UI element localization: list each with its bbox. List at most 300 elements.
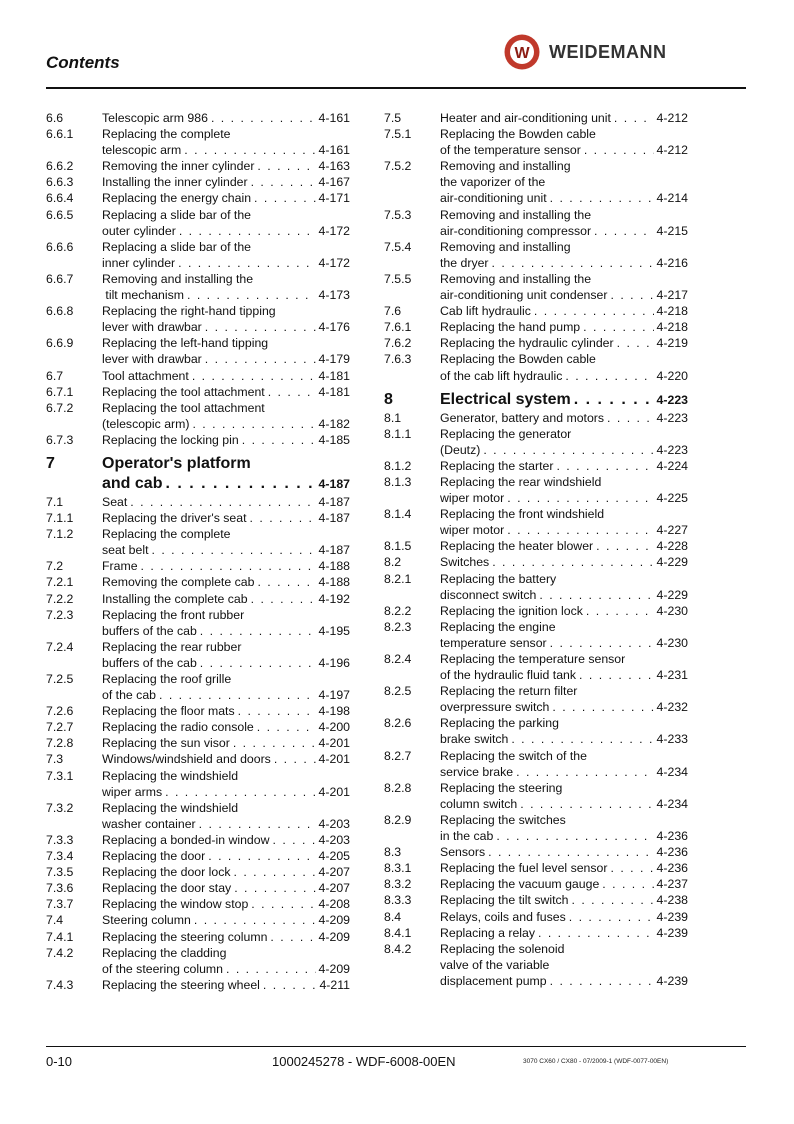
toc-entry-number: 7.3.7 <box>46 897 74 912</box>
toc-entry-title: Replacing the right-hand tipping <box>102 304 276 319</box>
toc-page-number: 4-227 <box>656 523 688 538</box>
toc-entry <box>46 510 350 526</box>
toc-entry-title: and cab <box>102 474 163 492</box>
toc-page-number: 4-182 <box>318 416 350 431</box>
dot-leader <box>610 287 653 303</box>
toc-entry-title: telescopic arm <box>102 143 182 158</box>
toc-page-number: 4-200 <box>318 720 350 735</box>
page-title: Contents <box>46 53 120 72</box>
toc-entry <box>46 945 350 977</box>
toc-page-number: 4-203 <box>318 816 350 831</box>
toc-entry-title: wiper motor <box>440 523 505 538</box>
toc-page-number: 4-209 <box>318 913 350 928</box>
toc-entry-title: of the hydraulic fluid tank <box>440 668 577 683</box>
toc-entry-number: 8.3.3 <box>384 893 412 908</box>
toc-entry <box>46 494 350 510</box>
toc-entry-number: 6.7.1 <box>46 384 74 399</box>
toc-entry-number: 8.3.2 <box>384 877 412 892</box>
toc-entry <box>46 174 350 190</box>
toc-entry-title: (Deutz) <box>440 442 481 457</box>
toc-page-number: 4-224 <box>656 458 688 473</box>
toc-entry-number: 8.2.6 <box>384 716 412 731</box>
dot-leader <box>179 223 316 239</box>
toc-page-number: 4-220 <box>656 368 688 383</box>
dot-leader <box>152 542 316 558</box>
toc-entry-number: 7.3.4 <box>46 849 74 864</box>
toc-entry <box>46 239 350 271</box>
toc-page-number: 4-198 <box>318 704 350 719</box>
toc-entry-title: Replacing the tool attachment <box>102 400 265 415</box>
toc-page-number: 4-234 <box>656 796 688 811</box>
toc-entry-number: 7.3.3 <box>46 832 74 847</box>
toc-entry <box>46 368 350 384</box>
toc-entry-title: Replacing the roof grille <box>102 672 232 686</box>
toc-entry-title: Replacing the parking <box>440 716 559 731</box>
toc-entry-number: 7.6.1 <box>384 320 412 335</box>
toc-entry-title: Replacing the radio console <box>102 720 254 735</box>
toc-entry-title: Replacing the tool attachment <box>102 384 265 399</box>
toc-entry-number: 8.1.3 <box>384 474 412 489</box>
dot-leader <box>205 351 316 367</box>
toc-page-number: 4-179 <box>318 352 350 367</box>
toc-entry-number: 6.7.2 <box>46 400 74 415</box>
toc-entry-title: buffers of the cab <box>102 655 197 670</box>
toc-entry-number: 6.6.4 <box>46 191 74 206</box>
toc-entry-number: 8.2.1 <box>384 571 412 586</box>
toc-entry-number: 8.2.8 <box>384 780 412 795</box>
toc-entry-number: 7.5.2 <box>384 159 412 174</box>
toc-page-number: 4-214 <box>656 191 688 206</box>
toc-entry <box>46 896 350 912</box>
toc-entry <box>46 703 350 719</box>
toc-entry-title: Replacing the energy chain <box>102 191 252 206</box>
toc-entry <box>384 207 688 239</box>
dot-leader <box>586 603 654 619</box>
toc-entry <box>46 110 350 126</box>
toc-entry <box>46 751 350 767</box>
toc-entry-title: Replacing the door stay <box>102 881 232 896</box>
toc-page-number: 4-161 <box>318 143 350 158</box>
toc-entry-title: Removing and installing the <box>102 271 254 286</box>
dot-leader <box>184 142 315 158</box>
toc-right-column <box>384 110 688 989</box>
toc-page-number: 4-205 <box>318 849 350 864</box>
dot-leader <box>270 929 315 945</box>
toc-entry-title: Replacing the battery <box>440 571 557 586</box>
toc-entry-number: 7.3.5 <box>46 865 74 880</box>
toc-page-number: 4-192 <box>318 591 350 606</box>
toc-entry-number: 7.2.5 <box>46 672 74 686</box>
dot-leader <box>511 731 653 747</box>
toc-entry-title: Replacing the locking pin <box>102 432 239 447</box>
toc-entry-title: Removing and installing the <box>440 207 592 222</box>
toc-entry <box>46 271 350 303</box>
toc-entry-number: 7.6.3 <box>384 352 412 367</box>
dot-leader <box>584 142 654 158</box>
toc-entry-number: 7.2.1 <box>46 575 74 590</box>
toc-entry-title: Replacing the switch of the <box>440 748 587 763</box>
toc-entry-title: brake switch <box>440 732 509 747</box>
dot-leader <box>538 925 654 941</box>
toc-page-number: 4-208 <box>318 897 350 912</box>
toc-page-number: 4-201 <box>318 736 350 751</box>
toc-entry-title: Replacing the left-hand tipping <box>102 336 269 351</box>
dot-leader <box>572 892 654 908</box>
toc-entry-title: Removing and installing <box>440 159 571 174</box>
toc-entry-number: 6.7 <box>46 368 64 383</box>
toc-entry-number: 6.7.3 <box>46 432 74 447</box>
toc-entry-title: Sensors <box>440 845 486 860</box>
toc-entry-title: Replacing the generator <box>440 426 572 441</box>
toc-page-number: 4-207 <box>318 865 350 880</box>
toc-entry <box>46 929 350 945</box>
toc-entry-title: Replacing the return filter <box>440 684 578 699</box>
toc-entry <box>384 909 688 925</box>
toc-entry-title: Replacing the steering <box>440 780 563 795</box>
toc-entry-title: Replacing a relay <box>440 925 536 940</box>
footer-page-number: 0-10 <box>46 1054 73 1069</box>
footer-divider <box>46 1046 746 1047</box>
toc-entry-title: Replacing the floor mats <box>102 704 235 719</box>
toc-entry <box>46 607 350 639</box>
toc-entry-title: Replacing the rear windshield <box>440 474 602 489</box>
toc-entry <box>384 925 688 941</box>
toc-entry-number: 8.2.3 <box>384 619 412 634</box>
toc-entry-number: 8.1.5 <box>384 539 412 554</box>
header-divider <box>46 87 746 89</box>
toc-entry-title: Replacing the front windshield <box>440 507 605 522</box>
toc-entry-title: Replacing the driver's seat <box>102 511 247 526</box>
toc-entry <box>384 812 688 844</box>
toc-page-number: 4-167 <box>318 175 350 190</box>
toc-entry-number: 7.3.6 <box>46 881 74 896</box>
toc-entry <box>384 892 688 908</box>
toc-entry-number: 8.4 <box>384 909 402 924</box>
toc-entry-number: 7 <box>46 454 55 472</box>
footer-document-id: 1000245278 - WDF-6008-00EN <box>272 1054 456 1069</box>
toc-chapter-entry <box>384 390 688 410</box>
toc-page-number: 4-195 <box>318 623 350 638</box>
toc-entry-title: of the steering column <box>102 961 223 976</box>
toc-entry <box>384 474 688 506</box>
toc-entry-title: Replacing the ignition lock <box>440 603 583 618</box>
toc-entry-number: 8 <box>384 390 393 408</box>
toc-entry-title: Heater and air-conditioning unit <box>440 111 611 125</box>
toc-entry-title: Replacing the Bowden cable <box>440 352 596 367</box>
toc-page-number: 4-216 <box>656 255 688 270</box>
toc-entry <box>46 126 350 158</box>
toc-entry-number: 7.1.1 <box>46 511 74 526</box>
toc-entry <box>46 574 350 590</box>
toc-page-number: 4-237 <box>656 877 688 892</box>
toc-entry-number: 8.2.9 <box>384 812 412 827</box>
toc-entry-title: in the cab <box>440 829 494 844</box>
toc-entry-title: tilt mechanism <box>102 288 185 303</box>
toc-page-number: 4-172 <box>318 255 350 270</box>
toc-entry-number: 8.4.1 <box>384 925 412 940</box>
dot-leader <box>187 287 316 303</box>
dot-leader <box>550 635 654 651</box>
toc-page-number: 4-223 <box>656 442 688 457</box>
dot-leader <box>569 909 654 925</box>
toc-page-number: 4-212 <box>656 111 688 125</box>
toc-entry-title: Replacing a slide bar of the <box>102 239 252 254</box>
toc-entry <box>46 639 350 671</box>
toc-entry <box>384 271 688 303</box>
toc-page-number: 4-230 <box>656 635 688 650</box>
toc-entry <box>46 719 350 735</box>
toc-entry-number: 7.2.2 <box>46 591 74 606</box>
toc-entry-title: overpressure switch <box>440 700 550 715</box>
dot-leader <box>257 158 315 174</box>
dot-leader <box>496 828 653 844</box>
toc-entry-title: Replacing the sun visor <box>102 736 230 751</box>
toc-entry-number: 7.2.7 <box>46 720 74 735</box>
toc-entry-title: (telescopic arm) <box>102 416 190 431</box>
toc-entry <box>384 110 688 126</box>
toc-page-number: 4-187 <box>318 511 350 526</box>
toc-entry <box>46 158 350 174</box>
toc-page-number: 4-187 <box>318 494 350 509</box>
toc-page-number: 4-230 <box>656 603 688 618</box>
toc-entry-title: Replacing the rear rubber <box>102 639 242 654</box>
toc-page-number: 4-233 <box>656 732 688 747</box>
toc-entry-title: the dryer <box>440 255 489 270</box>
toc-entry <box>384 303 688 319</box>
toc-left-column <box>46 110 350 993</box>
toc-entry-number: 8.1.4 <box>384 507 412 522</box>
dot-leader <box>233 735 316 751</box>
toc-page-number: 4-228 <box>656 539 688 554</box>
toc-page-number: 4-231 <box>656 668 688 683</box>
dot-leader <box>263 977 317 993</box>
dot-leader <box>534 303 654 319</box>
toc-entry <box>46 800 350 832</box>
dot-leader <box>165 474 315 494</box>
dot-leader <box>516 764 653 780</box>
dot-leader <box>200 655 316 671</box>
toc-entry-title: outer cylinder <box>102 223 176 238</box>
toc-chapter-entry <box>46 454 350 494</box>
toc-entry-number: 8.3.1 <box>384 861 412 876</box>
toc-entry-number: 7.6.2 <box>384 336 412 351</box>
dot-leader <box>242 432 316 448</box>
toc-entry-number: 8.1.2 <box>384 458 412 473</box>
toc-entry-number: 7.2.4 <box>46 639 74 654</box>
toc-entry <box>384 506 688 538</box>
dot-leader <box>251 174 316 190</box>
weidemann-logo-icon <box>503 33 541 71</box>
toc-page-number: 4-223 <box>656 410 688 425</box>
toc-page-number: 4-187 <box>318 476 350 491</box>
toc-entry-number: 7.2.8 <box>46 736 74 751</box>
toc-entry-number: 7.4.3 <box>46 977 74 992</box>
toc-entry <box>384 780 688 812</box>
toc-entry-title: washer container <box>102 816 196 831</box>
brand-name: WEIDEMANN <box>549 41 667 62</box>
toc-entry-title: of the cab <box>102 688 157 703</box>
toc-entry-title: Tool attachment <box>102 368 189 383</box>
toc-entry <box>46 335 350 367</box>
toc-entry-title: lever with drawbar <box>102 352 202 367</box>
toc-entry-number: 7.1.2 <box>46 527 74 542</box>
toc-page-number: 4-229 <box>656 587 688 602</box>
toc-page-number: 4-211 <box>319 977 350 992</box>
toc-entry-title: Steering column <box>102 913 191 928</box>
toc-entry-title: Replacing the heater blower <box>440 539 594 554</box>
toc-page-number: 4-236 <box>656 845 688 860</box>
dot-leader <box>596 538 653 554</box>
toc-entry <box>384 239 688 271</box>
toc-entry-title: Replacing the window stop <box>102 897 249 912</box>
dot-leader <box>250 510 316 526</box>
toc-entry-number: 7.2 <box>46 559 64 574</box>
toc-page-number: 4-207 <box>318 881 350 896</box>
toc-page-number: 4-173 <box>318 288 350 303</box>
toc-entry <box>384 860 688 876</box>
toc-entry-title: Replacing the steering column <box>102 929 268 944</box>
toc-entry <box>384 126 688 158</box>
dot-leader <box>550 973 654 989</box>
toc-entry <box>384 876 688 892</box>
dot-leader <box>205 319 316 335</box>
toc-page-number: 4-212 <box>656 143 688 158</box>
toc-entry-number: 6.6.2 <box>46 159 74 174</box>
toc-page-number: 4-239 <box>656 925 688 940</box>
dot-leader <box>583 319 653 335</box>
dot-leader <box>579 667 654 683</box>
toc-page-number: 4-209 <box>318 929 350 944</box>
toc-entry <box>46 400 350 432</box>
dot-leader <box>617 335 654 351</box>
toc-page-number: 4-203 <box>318 832 350 847</box>
dot-leader <box>610 860 653 876</box>
dot-leader <box>539 587 653 603</box>
svg-text:W: W <box>514 45 530 62</box>
toc-entry-title: seat belt <box>102 543 149 558</box>
dot-leader <box>234 864 316 880</box>
toc-entry-number: 6.6.9 <box>46 336 74 351</box>
toc-entry-title: Telescopic arm 986 <box>102 111 208 125</box>
dot-leader <box>488 844 653 860</box>
toc-page-number: 4-209 <box>318 961 350 976</box>
toc-entry <box>384 335 688 351</box>
dot-leader <box>483 442 653 458</box>
toc-entry <box>46 832 350 848</box>
dot-leader <box>268 384 316 400</box>
toc-page-number: 4-187 <box>318 543 350 558</box>
toc-entry-title: of the cab lift hydraulic <box>440 368 563 383</box>
toc-entry-title: temperature sensor <box>440 635 547 650</box>
toc-entry-number: 7.6 <box>384 304 402 319</box>
toc-entry-number: 6.6.1 <box>46 127 74 142</box>
toc-entry-number: 7.5.1 <box>384 127 412 142</box>
toc-entry <box>384 619 688 651</box>
toc-entry-title: Replacing a bonded-in window <box>102 832 270 847</box>
toc-entry-title: Replacing the cladding <box>102 945 227 960</box>
toc-page-number: 4-201 <box>318 752 350 767</box>
dot-leader <box>550 190 654 206</box>
dot-leader <box>194 912 316 928</box>
toc-entry-number: 7.5.4 <box>384 239 412 254</box>
toc-entry-title: lever with drawbar <box>102 320 202 335</box>
toc-entry-title: Removing and installing the <box>440 271 592 286</box>
toc-entry-number: 6.6 <box>46 111 64 125</box>
dot-leader <box>251 896 315 912</box>
toc-entry <box>46 848 350 864</box>
toc-page-number: 4-181 <box>318 384 350 399</box>
toc-entry-title: Removing the inner cylinder <box>102 159 255 174</box>
toc-page-number: 4-171 <box>318 191 350 206</box>
toc-page-number: 4-188 <box>318 559 350 574</box>
toc-entry-number: 6.6.5 <box>46 207 74 222</box>
toc-entry-title: displacement pump <box>440 973 547 988</box>
toc-entry-title: Removing and installing <box>440 239 571 254</box>
toc-entry-title: air-conditioning unit condenser <box>440 288 608 303</box>
toc-page-number: 4-196 <box>318 655 350 670</box>
toc-entry-title: Replacing the windshield <box>102 768 239 783</box>
toc-entry-title: column switch <box>440 796 518 811</box>
dot-leader <box>200 623 316 639</box>
toc-entry-number: 6.6.7 <box>46 271 74 286</box>
toc-entry <box>46 735 350 751</box>
dot-leader <box>274 751 316 767</box>
toc-page-number: 4-181 <box>318 368 350 383</box>
dot-leader <box>178 255 315 271</box>
toc-page-number: 4-239 <box>656 973 688 988</box>
toc-entry-title: Replacing a slide bar of the <box>102 207 252 222</box>
toc-entry-title: Cab lift hydraulic <box>440 304 531 319</box>
toc-entry-number: 8.1.1 <box>384 426 412 441</box>
dot-leader <box>607 410 654 426</box>
toc-entry-number: 7.3.1 <box>46 768 74 783</box>
toc-entry-title: Replacing the steering wheel <box>102 977 260 992</box>
dot-leader <box>130 494 315 510</box>
toc-entry-title: Electrical system <box>440 390 571 408</box>
toc-entry-title: Replacing the tilt switch <box>440 893 569 908</box>
toc-entry-number: 8.4.2 <box>384 941 412 956</box>
dot-leader <box>602 876 653 892</box>
toc-entry <box>46 880 350 896</box>
toc-entry <box>46 526 350 558</box>
toc-page-number: 4-229 <box>656 555 688 570</box>
toc-entry-number: 6.6.3 <box>46 175 74 190</box>
dot-leader <box>594 223 654 239</box>
toc-entry <box>384 426 688 458</box>
toc-page-number: 4-185 <box>318 432 350 447</box>
dot-leader <box>165 784 315 800</box>
toc-page-number: 4-163 <box>318 159 350 174</box>
dot-leader <box>208 848 315 864</box>
toc-entry <box>384 715 688 747</box>
toc-entry-number: 8.2.2 <box>384 603 412 618</box>
toc-entry-number: 7.4.2 <box>46 945 74 960</box>
dot-leader <box>159 687 316 703</box>
toc-entry <box>46 432 350 448</box>
toc-page-number: 4-218 <box>656 304 688 319</box>
toc-page-number: 4-234 <box>656 764 688 779</box>
dot-leader <box>234 880 315 896</box>
toc-entry-number: 8.2.5 <box>384 684 412 699</box>
toc-entry-number: 8.3 <box>384 845 402 860</box>
toc-entry-number: 8.2 <box>384 555 402 570</box>
toc-entry-title: Replacing the door lock <box>102 865 231 880</box>
toc-entry-number: 7.5.5 <box>384 271 412 286</box>
toc-entry-title: Generator, battery and motors <box>440 410 605 425</box>
toc-page-number: 4-219 <box>656 336 688 351</box>
dot-leader <box>565 368 653 384</box>
toc-entry <box>46 671 350 703</box>
